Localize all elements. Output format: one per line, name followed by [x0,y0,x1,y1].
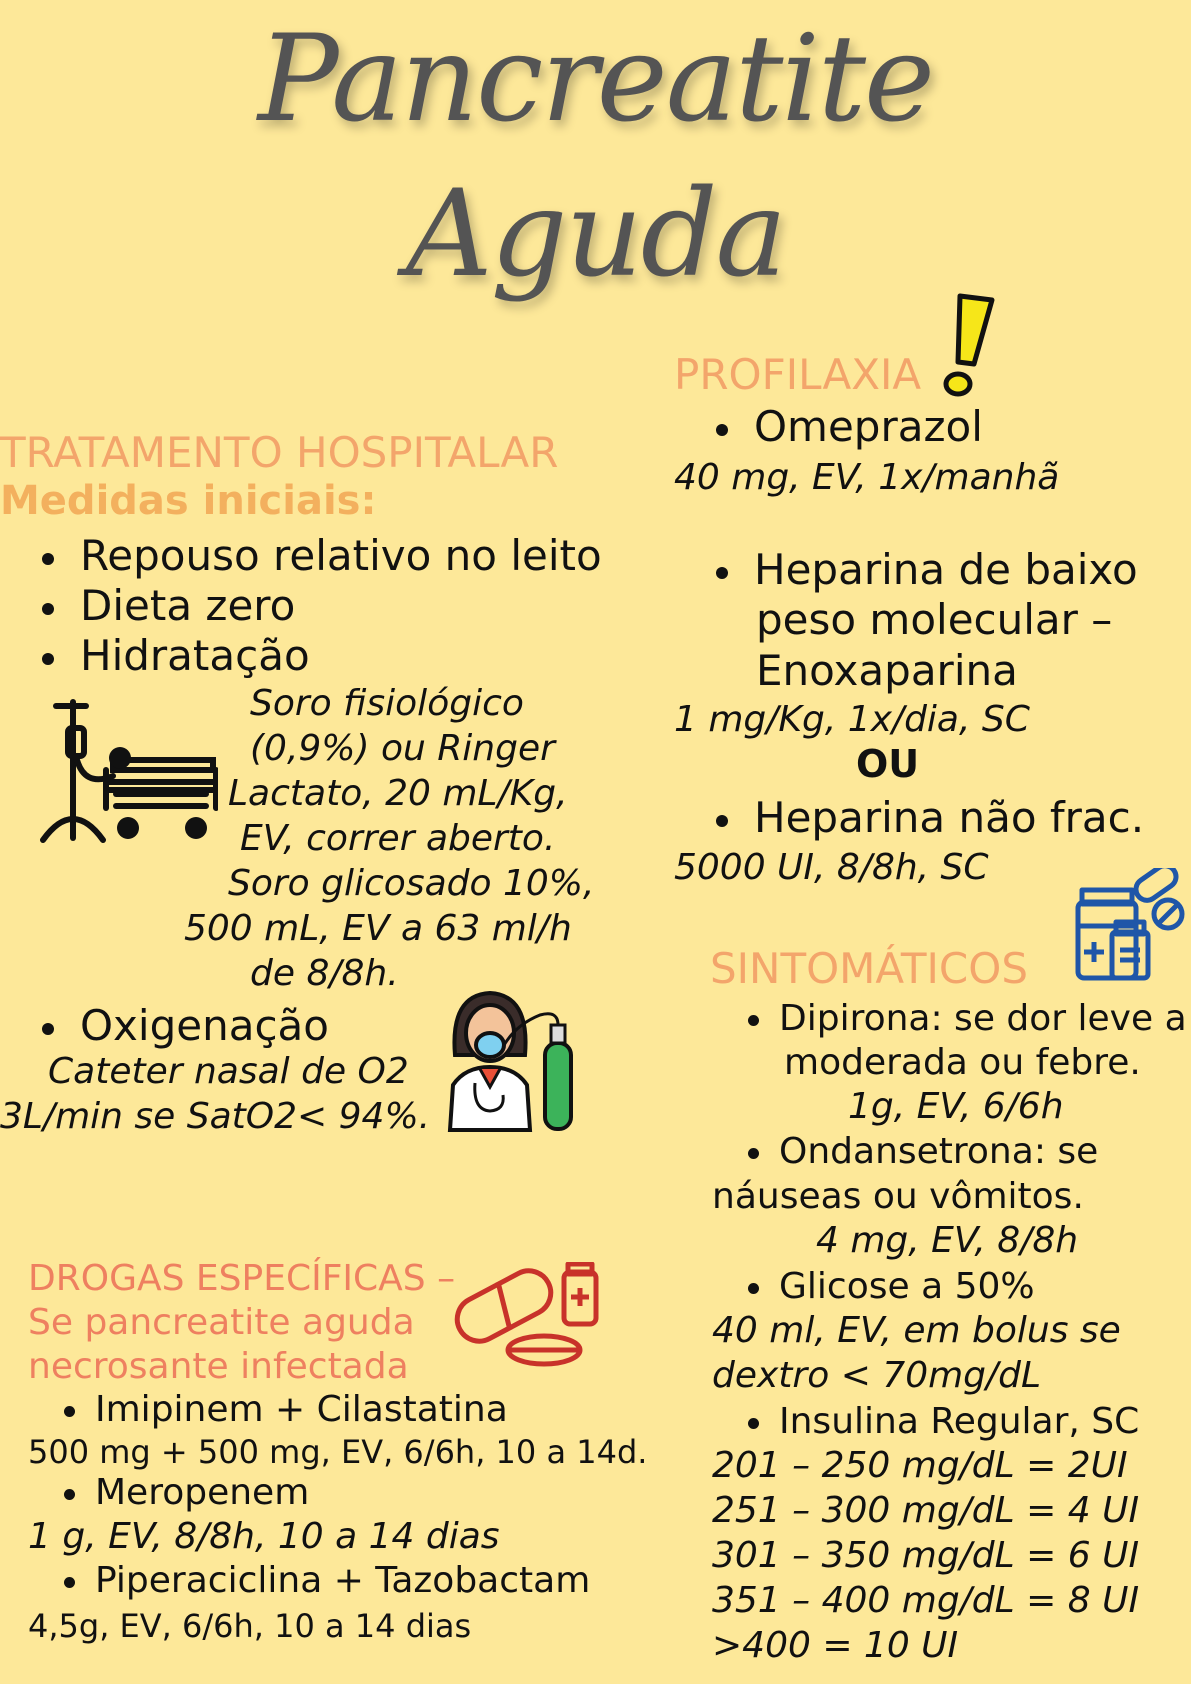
hidratacao-line-7: de 8/8h. [250,953,399,994]
glicose-dose-line-1: 40 ml, EV, em bolus se [712,1310,1121,1351]
oxigenacao-line-2: 3L/min se SatO2< 94%. [0,1096,431,1137]
exclamation-icon [930,292,1000,404]
pills-icon [448,1262,608,1376]
bullet-hidratacao: Hidratação [42,630,310,682]
droga-piperaciclina-dose: 4,5g, EV, 6/6h, 10 a 14 dias [28,1607,472,1645]
dipirona-line-2: moderada ou febre. [784,1042,1141,1083]
ou-label: OU [856,742,920,786]
droga-piperaciclina: Piperaciclina + Tazobactam [64,1558,590,1603]
ondansetrona-line-2: náuseas ou vômitos. [712,1176,1084,1217]
ondansetrona-dose: 4 mg, EV, 8/8h [816,1220,1079,1261]
hospital-bed-iv-icon [38,698,218,852]
page-title-line1: Pancreatite [257,10,934,149]
heparina-nf-dose: 5000 UI, 8/8h, SC [674,847,989,888]
dipirona-dose: 1g, EV, 6/6h [848,1086,1064,1127]
tratamento-heading: TRATAMENTO HOSPITALAR [0,428,559,477]
medidas-iniciais-subheading: Medidas iniciais: [0,478,377,524]
heparina-dose: 1 mg/Kg, 1x/dia, SC [674,699,1030,740]
sintomaticos-heading: SINTOMÁTICOS [710,944,1028,993]
oxygen-mask-patient-icon [445,985,585,1139]
drogas-heading-line-3: necrosante infectada [28,1346,409,1387]
hidratacao-line-4: EV, correr aberto. [240,818,556,859]
bullet-repouso: Repouso relativo no leito [42,530,602,582]
droga-meropenem-dose: 1 g, EV, 8/8h, 10 a 14 dias [28,1516,500,1557]
hidratacao-line-6: 500 mL, EV a 63 ml/h [184,908,572,949]
omeprazol-dose: 40 mg, EV, 1x/manhã [674,457,1060,498]
insulina-scale-4: 351 – 400 mg/dL = 8 UI [712,1580,1140,1621]
sint-insulina: Insulina Regular, SC [748,1399,1139,1444]
profilaxia-heparina-nf: Heparina não frac. [716,792,1144,844]
profilaxia-omeprazol: Omeprazol [716,401,983,453]
insulina-scale-3: 301 – 350 mg/dL = 6 UI [712,1535,1140,1576]
insulina-scale-5: >400 = 10 UI [712,1625,959,1666]
heparina-line-3: Enoxaparina [756,646,1018,695]
insulina-scale-1: 201 – 250 mg/dL = 2UI [712,1445,1128,1486]
medicine-bottles-icon [1072,868,1190,988]
hidratacao-line-5: Soro glicosado 10%, [228,863,595,904]
sint-ondansetrona: Ondansetrona: se [748,1129,1098,1174]
droga-imipinem: Imipinem + Cilastatina [64,1387,508,1432]
profilaxia-heading: PROFILAXIA [674,350,922,399]
profilaxia-heparina: Heparina de baixo [716,544,1138,596]
hidratacao-line-3: Lactato, 20 mL/Kg, [228,773,568,814]
glicose-dose-line-2: dextro < 70mg/dL [712,1355,1042,1396]
bullet-oxigenacao: Oxigenação [42,1000,329,1052]
heparina-line-2: peso molecular – [756,595,1113,644]
insulina-scale-2: 251 – 300 mg/dL = 4 UI [712,1490,1140,1531]
oxigenacao-line-1: Cateter nasal de O2 [48,1051,409,1092]
page-title-line2: Aguda [405,165,786,304]
sint-glicose: Glicose a 50% [748,1264,1035,1309]
hidratacao-line-2: (0,9%) ou Ringer [250,728,555,769]
droga-meropenem: Meropenem [64,1470,309,1515]
sint-dipirona: Dipirona: se dor leve a [748,996,1187,1041]
bullet-dieta: Dieta zero [42,580,295,632]
drogas-heading-line-1: DROGAS ESPECÍFICAS – [28,1258,456,1299]
droga-imipinem-dose: 500 mg + 500 mg, EV, 6/6h, 10 a 14d. [28,1433,648,1471]
drogas-heading-line-2: Se pancreatite aguda [28,1302,415,1343]
hidratacao-line-1: Soro fisiológico [250,683,524,724]
